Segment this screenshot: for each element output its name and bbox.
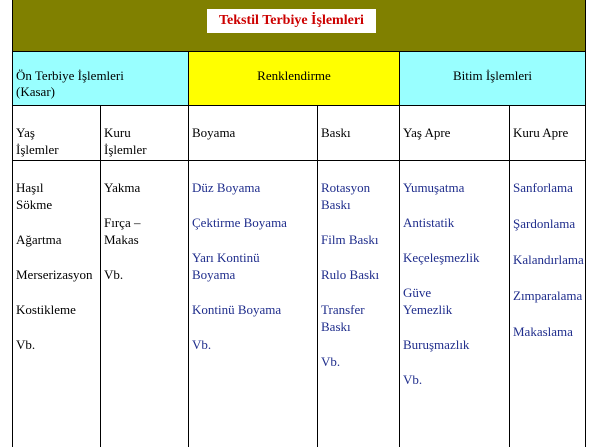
table-title: Tekstil Terbiye İşlemleri [207, 9, 376, 33]
header-renklendirme: Renklendirme [189, 52, 400, 106]
header-bitim: Bitim İşlemleri [400, 52, 586, 106]
list-item: Vb. [321, 354, 341, 369]
list-item: Kostikleme [16, 302, 76, 317]
list-item: Buruşmazlık [403, 337, 470, 352]
list-item: Rotasyon Baskı [321, 180, 371, 212]
list-item: Vb. [104, 267, 124, 282]
list-item: Düz Boyama [192, 180, 261, 195]
list-item: Rulo Baskı [321, 267, 380, 282]
column-boyama [189, 161, 318, 447]
list-item: Yarı Kontinü Boyama [192, 250, 260, 282]
list-item: Kontinü Boyama [192, 302, 282, 317]
list-item: Fırça – Makas [104, 215, 141, 247]
column-yas-apre [400, 161, 510, 447]
list-item: Haşıl Sökme [16, 180, 53, 212]
list-item: Çektirme Boyama [192, 215, 287, 230]
header-on-terbiye: Ön Terbiye İşlemleri (Kasar) [12, 52, 189, 106]
list-item: Yakma [104, 180, 141, 195]
title-band [12, 0, 586, 52]
list-item: Vb. [16, 337, 36, 352]
subheader-kuru-islemler: Kuru İşlemler [101, 106, 189, 161]
subheader-kuru-apre: Kuru Apre [510, 106, 586, 161]
list-item: Şardonlama [513, 216, 576, 231]
column-kuru-apre [510, 161, 586, 447]
list-item: Vb. [192, 337, 212, 352]
subheader-boyama: Boyama [189, 106, 318, 161]
list-item: Güve Yemezlik [403, 285, 453, 317]
column-kuru-islemler [101, 161, 189, 447]
list-item: Film Baskı [321, 232, 379, 247]
column-yas-islemler [12, 161, 101, 447]
list-item: Keçeleşmezlik [403, 250, 480, 265]
list-item: Vb. [403, 372, 423, 387]
list-item: Merserizasyon [16, 267, 93, 282]
list-item: Kalandırlama [513, 252, 584, 267]
list-item: Ağartma [16, 232, 62, 247]
subheader-yas-islemler: Yaş İşlemler [12, 106, 101, 161]
subheader-yas-apre: Yaş Apre [400, 106, 510, 161]
subheader-baski: Baskı [318, 106, 400, 161]
list-item: Makaslama [513, 324, 573, 339]
list-item: Sanforlama [513, 180, 573, 195]
column-baski [318, 161, 400, 447]
list-item: Yumuşatma [403, 180, 465, 195]
list-item: Transfer Baskı [321, 302, 365, 334]
list-item: Antistatik [403, 215, 455, 230]
list-item: Zımparalama [513, 288, 583, 303]
